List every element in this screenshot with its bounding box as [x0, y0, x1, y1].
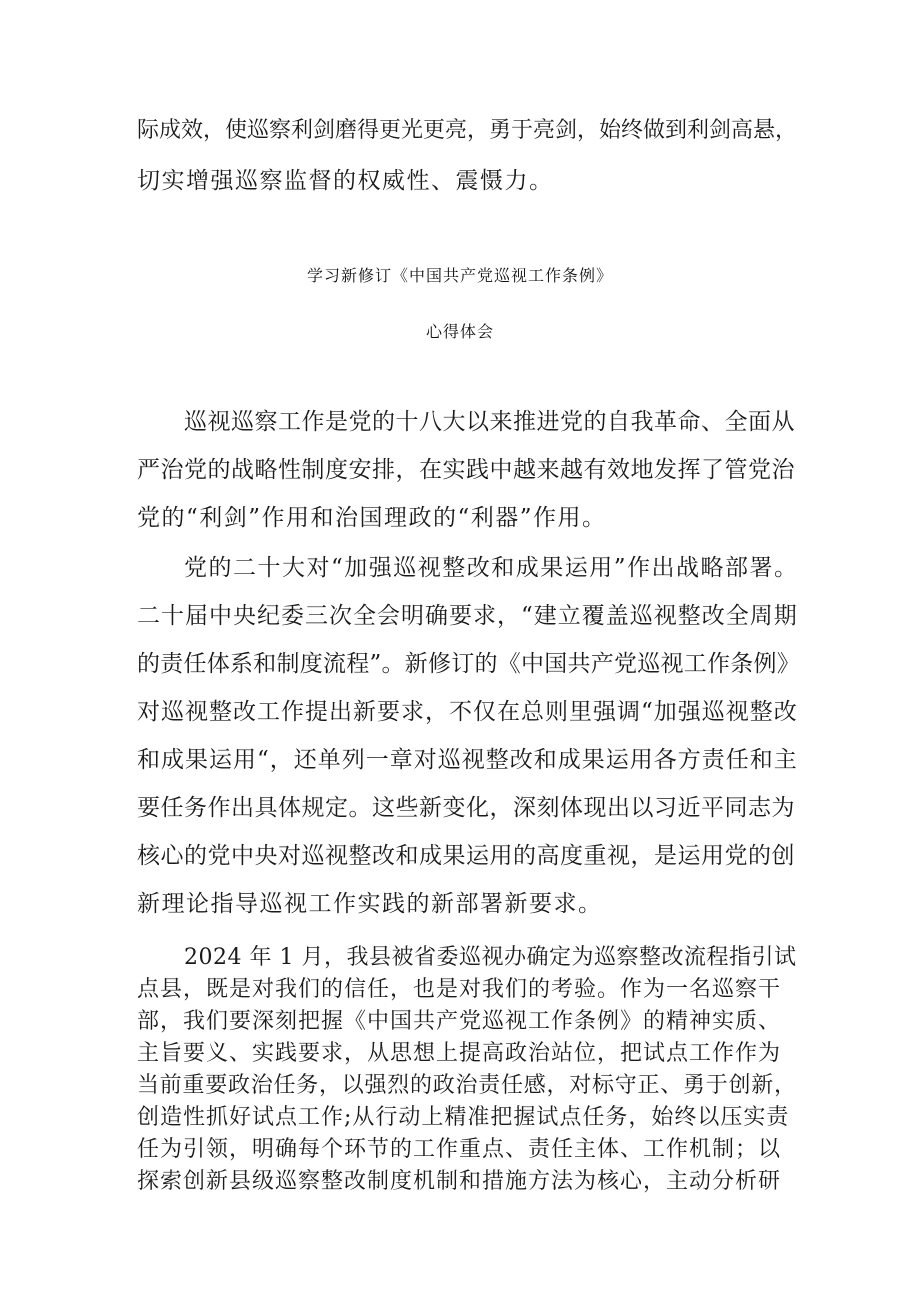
paragraph-3-line-6: 创造性抓好试点工作;从行动上精准把握试点任务，始终以压实责 [137, 1105, 790, 1130]
paragraph-2-line-2: 二十届中央纪委三次全会明确要求，“建立覆盖巡视整改全周期 [137, 603, 798, 629]
paragraph-3-line-8: 探索创新县级巡察整改制度机制和措施方法为核心，主动分析研 [137, 1169, 782, 1194]
paragraph-2-line-7: 核心的党中央对巡视整改和成果运用的高度重视，是运用党的创 [137, 843, 795, 869]
paragraph-2-line-8: 新理论指导巡视工作实践的新部署新要求。 [137, 891, 603, 917]
paragraph-1-line-3: 党的“利剑”作用和治国理政的“利器”作用。 [137, 505, 607, 531]
paragraph-3-line-7: 任为引领，明确每个环节的工作重点、责任主体、工作机制；以 [137, 1137, 782, 1162]
article-title: 学习新修订《中国共产党巡视工作条例》 [306, 266, 613, 285]
paragraph-1-line-2: 严治党的战略性制度安排，在实践中越来越有效地发挥了管党治 [137, 457, 795, 483]
paragraph-2-line-5: 和成果运用“，还单列一章对巡视整改和成果运用各方责任和主 [137, 747, 798, 773]
intro-line-1: 际成效，使巡察利剑磨得更光更亮，勇于亮剑，始终做到利剑高悬， [137, 118, 798, 143]
paragraph-3-line-2: 点县，既是对我们的信任，也是对我们的考验。作为一名巡察干 [137, 977, 782, 1002]
paragraph-2-line-1: 党的二十大对“加强巡视整改和成果运用”作出战略部署。 [184, 555, 799, 581]
article-subtitle: 心得体会 [425, 322, 494, 341]
paragraph-2-line-3: 的责任体系和制度流程”。新修订的《中国共产党巡视工作条例》 [137, 651, 801, 677]
paragraph-2-line-4: 对巡视整改工作提出新要求，不仅在总则里强调“加强巡视整改 [137, 699, 798, 725]
paragraph-3-line-3: 部，我们要深刻把握《中国共产党巡视工作条例》的精神实质、 [137, 1009, 782, 1034]
paragraph-2-line-6: 要任务作出具体规定。这些新变化，深刻体现出以习近平同志为 [137, 795, 795, 821]
paragraph-1-line-1: 巡视巡察工作是党的十八大以来推进党的自我革命、全面从 [184, 409, 795, 435]
paragraph-3-line-1: 2024 年 1 月，我县被省委巡视办确定为巡察整改流程指引试 [184, 945, 797, 970]
paragraph-3-line-5: 当前重要政治任务，以强烈的政治责任感，对标守正、勇于创新， [137, 1073, 797, 1098]
intro-line-2: 切实增强巡察监督的权威性、震慑力。 [137, 168, 554, 194]
paragraph-3-line-4: 主旨要义、实践要求，从思想上提高政治站位，把试点工作作为 [137, 1041, 782, 1066]
